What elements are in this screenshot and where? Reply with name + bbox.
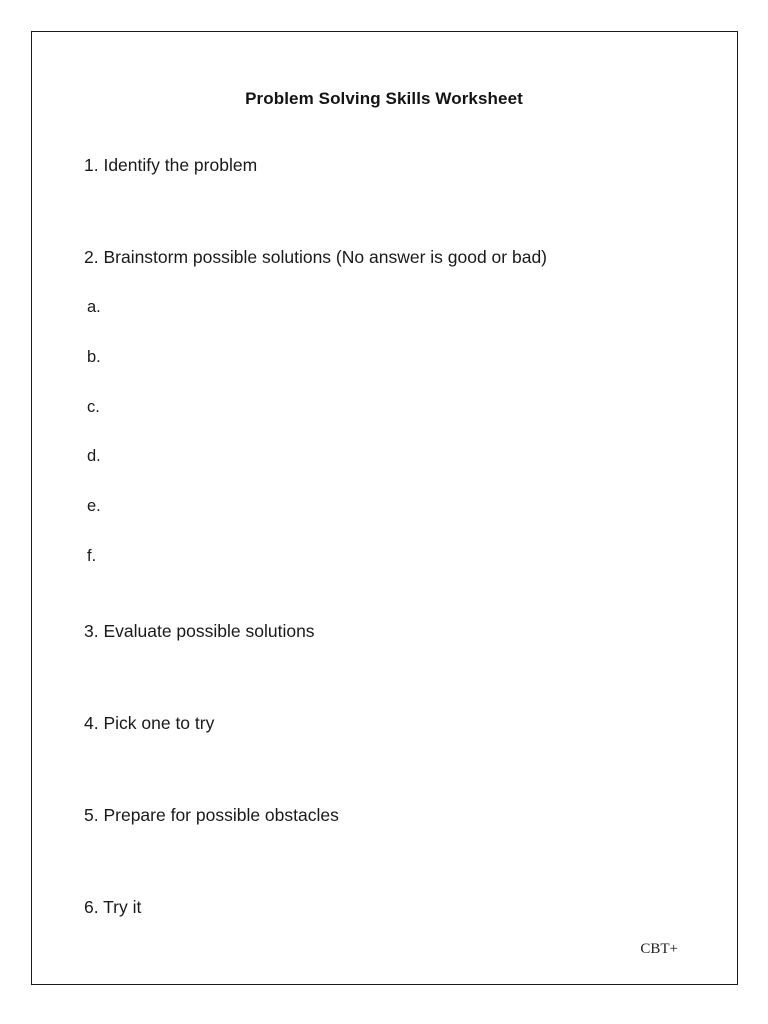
spacer <box>84 642 684 713</box>
spacer <box>84 467 684 497</box>
step-item-1: 1. Identify the problem <box>84 155 258 175</box>
brainstorm-blank-b[interactable]: b. <box>87 347 101 366</box>
spacer <box>84 517 684 547</box>
step-item-4: 4. Pick one to try <box>84 712 215 733</box>
spacer <box>84 318 684 348</box>
spacer <box>84 567 684 621</box>
brainstorm-blank-e[interactable]: e. <box>87 497 101 516</box>
spacer <box>84 176 684 247</box>
worksheet-body <box>84 155 684 918</box>
brainstorm-blank-f[interactable]: f. <box>87 546 97 565</box>
spacer <box>84 268 684 298</box>
footer-brand-mark: CBT+ <box>640 941 678 957</box>
step-item-2: 2. Brainstorm possible solutions (No answer is good or bad) <box>84 247 547 267</box>
step-item-6: 6. Try it <box>84 896 142 917</box>
spacer <box>84 368 684 398</box>
page-title: Problem Solving Skills Worksheet <box>245 89 523 108</box>
spacer <box>84 734 684 805</box>
spacer <box>84 417 684 447</box>
brainstorm-blank-c[interactable]: c. <box>87 397 100 416</box>
brainstorm-blank-d[interactable]: d. <box>87 447 101 466</box>
step-item-5: 5. Prepare for possible obstacles <box>84 804 339 825</box>
spacer <box>84 826 684 897</box>
step-item-3: 3. Evaluate possible solutions <box>84 620 315 641</box>
brainstorm-blank-a[interactable]: a. <box>87 298 101 316</box>
